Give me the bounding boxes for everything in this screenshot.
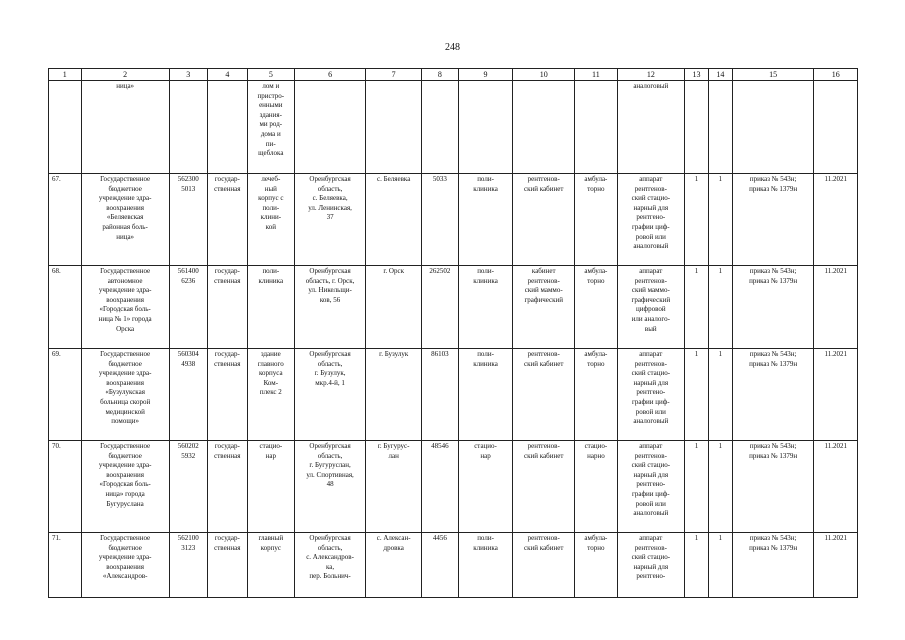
cell-address: Оренбургская область, г. Бугуруслан, ул. Спортивная, 48 [294, 441, 366, 533]
cell-address: Оренбургская область, г. Бузулук, мкр.4-й, 1 [294, 349, 366, 441]
cell-code: 562100 3123 [169, 533, 207, 598]
cell-number: 70. [49, 441, 82, 533]
cell-number: 68. [49, 266, 82, 349]
cell-qty-available: 1 [708, 174, 732, 266]
column-header-9: 9 [458, 69, 512, 81]
cell-address: Оренбургская область, с. Беляевка, ул. Ленинская, 37 [294, 174, 366, 266]
column-header-10: 10 [513, 69, 575, 81]
cell-date: 11.2021 [814, 441, 858, 533]
cell-number: 69. [49, 349, 82, 441]
column-header-3: 3 [169, 69, 207, 81]
cell-date: 11.2021 [814, 266, 858, 349]
cell-care-mode: амбула- торно [575, 174, 617, 266]
cell-room: рентгенов- ский кабинет [513, 349, 575, 441]
column-header-15: 15 [732, 69, 814, 81]
cell-code: 562300 5013 [169, 174, 207, 266]
column-header-1: 1 [49, 69, 82, 81]
cell-population [421, 81, 458, 174]
cell-organization: Государственное автономное учреждение здра- воохранения «Городская боль- ница № 1» города Орска [81, 266, 169, 349]
cell-care-mode: амбула- торно [575, 349, 617, 441]
table-row [49, 441, 858, 533]
column-header-7: 7 [366, 69, 421, 81]
cell-care-mode [575, 81, 617, 174]
cell-qty-required: 1 [685, 533, 709, 598]
table-row [49, 266, 858, 349]
cell-room: рентгенов- ский кабинет [513, 441, 575, 533]
cell-division: поли- клиника [458, 174, 512, 266]
column-header-16: 16 [814, 69, 858, 81]
cell-equipment: аппарат рентгенов- ский маммо- графический цифровой или аналого- вый [617, 266, 684, 349]
cell-qty-available: 1 [708, 349, 732, 441]
table-row [49, 533, 858, 598]
cell-organization: Государственное бюджетное учреждение здра- воохранения «Беляевская районная боль- ница» [81, 174, 169, 266]
table-row [49, 349, 858, 441]
cell-qty-available: 1 [708, 533, 732, 598]
cell-equipment: аналоговый [617, 81, 684, 174]
cell-locality [366, 81, 421, 174]
cell-organization: ница» [81, 81, 169, 174]
cell-building: здание главного корпуса Ком- плекс 2 [247, 349, 294, 441]
column-header-8: 8 [421, 69, 458, 81]
cell-legal-basis [732, 81, 814, 174]
cell-locality: г. Бузулук [366, 349, 421, 441]
cell-number: 71. [49, 533, 82, 598]
cell-code [169, 81, 207, 174]
cell-care-mode: амбула- торно [575, 266, 617, 349]
header-row [49, 69, 858, 81]
cell-building: стацио- нар [247, 441, 294, 533]
cell-locality: с. Беляевка [366, 174, 421, 266]
cell-ownership: государ- ственная [207, 349, 247, 441]
cell-room: рентгенов- ский кабинет [513, 533, 575, 598]
column-header-11: 11 [575, 69, 617, 81]
cell-ownership: государ- ственная [207, 174, 247, 266]
column-header-13: 13 [685, 69, 709, 81]
cell-locality: г. Бугурус- лан [366, 441, 421, 533]
cell-building: главный корпус [247, 533, 294, 598]
cell-ownership: государ- ственная [207, 533, 247, 598]
cell-equipment: аппарат рентгенов- ский стацио- нарный для рентгено- графии циф- ровой или аналоговый [617, 441, 684, 533]
cell-population: 262502 [421, 266, 458, 349]
cell-organization: Государственное бюджетное учреждение здра- воохранения «Александров- [81, 533, 169, 598]
cell-number [49, 81, 82, 174]
cell-population: 48546 [421, 441, 458, 533]
cell-date: 11.2021 [814, 349, 858, 441]
column-header-2: 2 [81, 69, 169, 81]
cell-legal-basis: приказ № 543н; приказ № 1379н [732, 266, 814, 349]
cell-qty-required: 1 [685, 441, 709, 533]
cell-ownership [207, 81, 247, 174]
cell-address: Оренбургская область, г. Орск, ул. Никельщи- ков, 56 [294, 266, 366, 349]
cell-room: рентгенов- ский кабинет [513, 174, 575, 266]
cell-legal-basis: приказ № 543н; приказ № 1379н [732, 441, 814, 533]
cell-code: 561400 6236 [169, 266, 207, 349]
registry-table [48, 68, 858, 598]
cell-division: поли- клиника [458, 266, 512, 349]
cell-qty-available: 1 [708, 266, 732, 349]
cell-date: 11.2021 [814, 174, 858, 266]
cell-number: 67. [49, 174, 82, 266]
cell-legal-basis: приказ № 543н; приказ № 1379н [732, 533, 814, 598]
cell-locality: г. Орск [366, 266, 421, 349]
cell-building: лом и пристро- енными здания- ми род- дома и пи- щеблока [247, 81, 294, 174]
cell-locality: с. Алексан- дровка [366, 533, 421, 598]
column-header-6: 6 [294, 69, 366, 81]
cell-population: 5033 [421, 174, 458, 266]
cell-building: поли- клиника [247, 266, 294, 349]
cell-division: поли- клиника [458, 533, 512, 598]
cell-legal-basis: приказ № 543н; приказ № 1379н [732, 174, 814, 266]
cell-code: 560202 5932 [169, 441, 207, 533]
cell-division: поли- клиника [458, 349, 512, 441]
cell-population: 4456 [421, 533, 458, 598]
column-header-14: 14 [708, 69, 732, 81]
cell-organization: Государственное бюджетное учреждение здра- воохранения «Бузулукская больница скорой медицинской помощи» [81, 349, 169, 441]
cell-date [814, 81, 858, 174]
cell-date: 11.2021 [814, 533, 858, 598]
cell-qty-available: 1 [708, 441, 732, 533]
cell-room: кабинет рентгенов- ский маммо- графический [513, 266, 575, 349]
cell-code: 560304 4938 [169, 349, 207, 441]
column-header-12: 12 [617, 69, 684, 81]
cell-equipment: аппарат рентгенов- ский стацио- нарный для рентгено- [617, 533, 684, 598]
cell-qty-required: 1 [685, 266, 709, 349]
cell-qty-required [685, 81, 709, 174]
table-row [49, 81, 858, 174]
cell-division: стацио- нар [458, 441, 512, 533]
cell-qty-required: 1 [685, 349, 709, 441]
cell-qty-available [708, 81, 732, 174]
cell-address: Оренбургская область, с. Александров- ка, пер. Больнич- [294, 533, 366, 598]
column-header-4: 4 [207, 69, 247, 81]
cell-organization: Государственное бюджетное учреждение здра- воохранения «Городская боль- ница» города Бугуруслана [81, 441, 169, 533]
cell-care-mode: амбула- торно [575, 533, 617, 598]
cell-equipment: аппарат рентгенов- ский стацио- нарный для рентгено- графии циф- ровой или аналоговый [617, 174, 684, 266]
cell-room [513, 81, 575, 174]
cell-population: 86103 [421, 349, 458, 441]
cell-division [458, 81, 512, 174]
cell-ownership: государ- ственная [207, 441, 247, 533]
cell-care-mode: стацио- нарно [575, 441, 617, 533]
page-number: 248 [445, 42, 460, 53]
table-row [49, 174, 858, 266]
column-header-5: 5 [247, 69, 294, 81]
cell-ownership: государ- ственная [207, 266, 247, 349]
cell-legal-basis: приказ № 543н; приказ № 1379н [732, 349, 814, 441]
cell-equipment: аппарат рентгенов- ский стацио- нарный для рентгено- графии циф- ровой или аналоговый [617, 349, 684, 441]
cell-qty-required: 1 [685, 174, 709, 266]
cell-building: лечеб- ный корпус с поли- клини- кой [247, 174, 294, 266]
cell-address [294, 81, 366, 174]
